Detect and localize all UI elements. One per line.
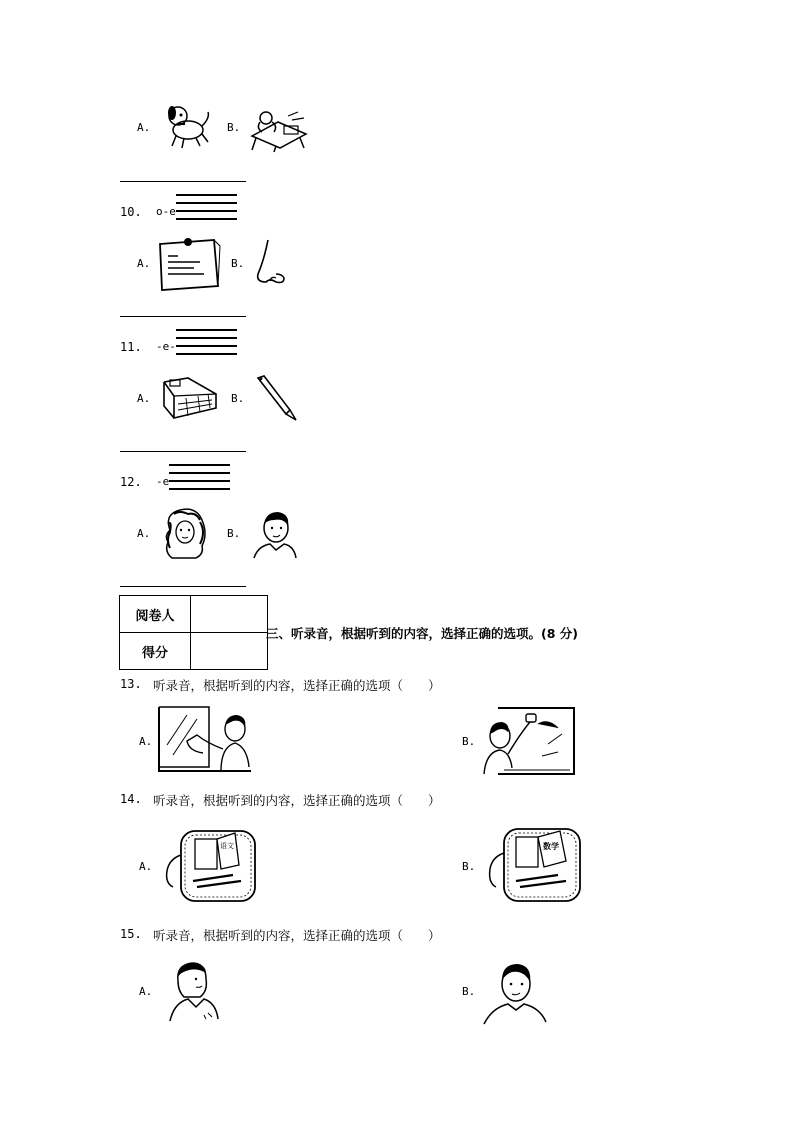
q11-pattern: -e- xyxy=(156,340,176,353)
q11-option-b-label: B. xyxy=(231,392,245,405)
schoolbag-chinese-book-icon xyxy=(163,825,259,905)
q13-option-b-label: B. xyxy=(462,735,476,748)
score-table xyxy=(119,595,268,670)
answer-line-q10 xyxy=(120,316,246,317)
q13-option-a-label: A. xyxy=(139,735,153,748)
q10-option-a-label: A. xyxy=(137,257,151,270)
q13-question-text: 听录音，根据听到的内容，选择正确的选项（ ） xyxy=(153,678,441,693)
q9-option-b-label: B. xyxy=(227,121,241,134)
q14-question-text: 听录音，根据听到的内容，选择正确的选项（ ） xyxy=(153,793,441,808)
section-3-title: 三、听录音，根据听到的内容，选择正确的选项。(8 分) xyxy=(266,626,578,641)
reviewer-field[interactable] xyxy=(191,596,268,633)
dog-icon xyxy=(160,100,214,150)
book-title-a: 语文 xyxy=(220,842,234,850)
q12-pattern: -e xyxy=(156,475,170,488)
q15-option-b-label: B. xyxy=(462,985,476,998)
score-field[interactable] xyxy=(191,633,268,670)
boy-cleaning-window-icon xyxy=(157,705,253,773)
boy-icon xyxy=(250,506,300,560)
q10-option-b-label: B. xyxy=(231,257,245,270)
q10-number: 10. xyxy=(120,205,142,219)
q11-option-a-label: A. xyxy=(137,392,151,405)
q12-number: 12. xyxy=(120,475,142,489)
q14-option-a-label: A. xyxy=(139,860,153,873)
q14-option-b-label: B. xyxy=(462,860,476,873)
q11-number: 11. xyxy=(120,340,142,354)
q12-option-b-label: B. xyxy=(227,527,241,540)
answer-line-q12 xyxy=(120,586,246,587)
nose-icon xyxy=(254,238,294,290)
q9-option-a-label: A. xyxy=(137,121,151,134)
q15-number: 15. xyxy=(120,927,142,941)
q11-writing-lines xyxy=(176,329,237,361)
score-label: 得分 xyxy=(120,633,191,670)
schoolbag-math-book-icon xyxy=(486,823,584,905)
q10-writing-lines xyxy=(176,194,237,226)
answer-line-q11 xyxy=(120,451,246,452)
boy-profile-icon xyxy=(166,957,220,1023)
boy-front-icon xyxy=(482,958,548,1026)
q12-writing-lines xyxy=(169,464,230,496)
reviewer-label: 阅卷人 xyxy=(120,596,191,633)
q14-number: 14. xyxy=(120,792,142,806)
boy-cleaning-blackboard-icon xyxy=(478,704,578,776)
q15-option-a-label: A. xyxy=(139,985,153,998)
note-paper-icon xyxy=(156,236,222,294)
answer-line-q9 xyxy=(120,181,246,182)
q15-question-text: 听录音，根据听到的内容，选择正确的选项（ ） xyxy=(153,928,441,943)
girl-curly-hair-icon xyxy=(160,504,210,560)
desk-drawing-icon xyxy=(248,108,310,152)
book-title-b: 数学 xyxy=(543,842,559,851)
q12-option-a-label: A. xyxy=(137,527,151,540)
bed-icon xyxy=(158,372,220,422)
q13-number: 13. xyxy=(120,677,142,691)
q10-pattern: o-e xyxy=(156,205,176,218)
pen-icon xyxy=(254,374,298,422)
